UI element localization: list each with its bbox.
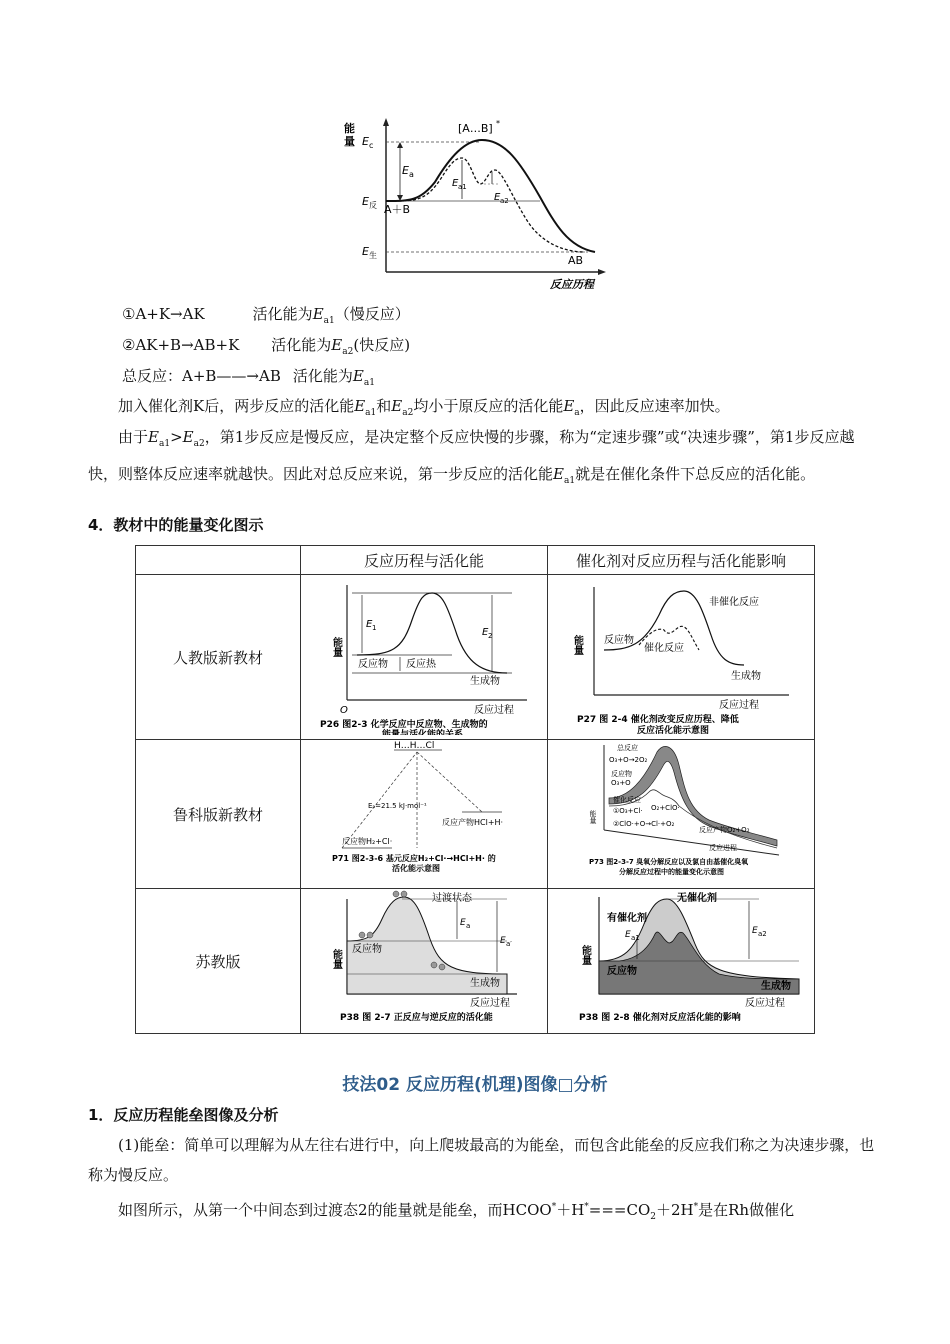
e-reactant-sub: 反 <box>369 201 377 210</box>
svg-text:能量: 能量 <box>579 945 591 965</box>
paragraph-example: 如图所示，从第一个中间态到过渡态2的能量就是能垒，而$HCOO^*+H^*===CO_2+2H^*$是在Rh做催化 <box>118 1201 795 1222</box>
svg-text:O₃+O→2O₂: O₃+O→2O₂ <box>609 756 648 764</box>
row-label-su: 苏教版 <box>136 889 301 1034</box>
svg-text:催化反应: 催化反应 <box>644 643 684 654</box>
figure-f <box>549 889 813 1029</box>
figure-b <box>549 575 813 735</box>
reactant-label: A＋B <box>384 203 411 216</box>
ec-sub: c <box>369 141 374 150</box>
ea1-sub: a1 <box>458 183 467 191</box>
svg-text:E: E <box>500 936 506 946</box>
fig-cell-e <box>301 889 548 1034</box>
svg-text:a1: a1 <box>631 934 640 942</box>
product-label: AB <box>568 254 584 267</box>
svg-text:O₃+O: O₃+O <box>611 779 631 787</box>
svg-text:Eₐ=21.5 kJ·mol⁻¹: Eₐ=21.5 kJ·mol⁻¹ <box>368 802 427 810</box>
svg-text:反应热: 反应热 <box>406 659 436 670</box>
comparison-table <box>135 545 815 1034</box>
svg-text:过渡状态: 过渡状态 <box>432 893 472 904</box>
svg-text:无催化剂: 无催化剂 <box>677 893 717 904</box>
svg-text:a′: a′ <box>506 940 512 948</box>
svg-text:P71 图2-3-6 基元反应H₂+Cl·→HCl+H·: P71 图2-3-6 基元反应H₂+Cl·→HCl+H· 的 <box>332 854 496 863</box>
svg-text:反应物: 反应物 <box>604 635 634 646</box>
svg-text:①O₃+Cl·: ①O₃+Cl· <box>613 807 643 815</box>
e-product-label: E <box>362 245 369 258</box>
svg-text:H…H…Cl: H…H…Cl <box>394 741 435 751</box>
x-axis-label: 反应历程 <box>550 278 594 291</box>
figure-a <box>302 575 546 735</box>
svg-text:生成物: 生成物 <box>470 978 500 989</box>
svg-text:②ClO·+O→Cl·+O₂: ②ClO·+O→Cl·+O₂ <box>613 820 675 828</box>
svg-text:反应物: 反应物 <box>358 659 388 670</box>
svg-text:生成物: 生成物 <box>761 981 791 992</box>
svg-text:反应产物O₂+O₂: 反应产物O₂+O₂ <box>699 826 750 834</box>
fig-cell-a <box>301 575 548 740</box>
e-product-sub: 生 <box>369 251 377 260</box>
paragraph-energy-barrier: (1)能垒：简单可以理解为从左往右进行中，向上爬坡最高的为能垒，而包含此能垒的反应我们称之为决速步骤，也称为慢反应。 <box>88 1136 875 1184</box>
svg-text:2: 2 <box>488 632 493 640</box>
ea-label: E <box>402 164 409 177</box>
svg-text:反应过程: 反应过程 <box>745 998 785 1009</box>
svg-text:a: a <box>466 922 471 930</box>
svg-text:1: 1 <box>372 624 377 632</box>
ea2-sub: a2 <box>500 197 509 205</box>
svg-text:反应物: 反应物 <box>611 770 632 778</box>
svg-text:反应物: 反应物 <box>352 944 382 955</box>
fig-cell-b <box>548 575 815 740</box>
svg-text:a2: a2 <box>758 930 767 938</box>
svg-text:E: E <box>482 627 489 638</box>
fig-cell-c <box>301 740 548 889</box>
fig-cell-d <box>548 740 815 889</box>
svg-text:能量: 能量 <box>571 635 583 655</box>
svg-text:P27 图 2-4 催化剂改变反应历程、降低: P27 图 2-4 催化剂改变反应历程、降低 <box>577 715 739 725</box>
ts-label: [A…B] <box>458 122 493 135</box>
step-1: ①A+K→AK 活化能为$E_{a1}$（慢反应） <box>122 305 410 326</box>
svg-text:生成物: 生成物 <box>470 676 500 687</box>
fig-cell-f <box>548 889 815 1034</box>
svg-text:反应物: 反应物 <box>607 966 637 977</box>
row-label-pep: 人教版新教材 <box>136 575 301 740</box>
heading-1: 1．反应历程能垒图像及分析 <box>88 1106 279 1124</box>
figure-d <box>549 740 813 884</box>
svg-text:E: E <box>460 918 466 928</box>
svg-text:活化能示意图: 活化能示意图 <box>392 864 440 873</box>
svg-text:E: E <box>625 930 631 940</box>
svg-text:非催化反应: 非催化反应 <box>709 597 759 608</box>
svg-text:O₂+ClO·: O₂+ClO· <box>651 804 680 812</box>
paragraph-catalyst: 加入催化剂K后，两步反应的活化能$E_{a1}$和$E_{a2}$均小于原反应的活化能$E_a$，因此反应速率加快。 <box>118 397 730 418</box>
ea2-label: E <box>494 192 501 203</box>
svg-text:反应产物HCl+H·: 反应产物HCl+H· <box>442 818 504 827</box>
svg-text:反应过程: 反应过程 <box>470 998 510 1009</box>
svg-text:P26 图2-3 化学反应中反应物、生成物的: P26 图2-3 化学反应中反应物、生成物的 <box>320 720 488 730</box>
svg-text:总反应: 总反应 <box>617 744 638 752</box>
section-title: 技法02 反应历程(机理)图像□分析 <box>342 1075 608 1095</box>
energy-profile-figure <box>340 112 610 292</box>
ec-label: E <box>362 135 369 148</box>
e-reactant-label: E <box>362 195 369 208</box>
svg-text:反应过程: 反应过程 <box>474 705 514 716</box>
svg-text:反应进程: 反应进程 <box>709 844 737 852</box>
step-2: ②AK+B→AB+K 活化能为$E_{a2}$(快反应) <box>122 336 411 357</box>
ts-star: * <box>496 119 500 128</box>
y-axis-label-2: 量 <box>344 135 355 148</box>
heading-4: 4．教材中的能量变化图示 <box>88 516 264 534</box>
total-reaction: 总反应：A+B——→AB 活化能为$E_{a1}$ <box>122 367 375 388</box>
ea-sub: a <box>409 170 414 179</box>
table-corner <box>136 546 301 575</box>
svg-text:生成物: 生成物 <box>731 671 761 682</box>
svg-text:P38 图 2-7 正反应与逆反应的活化能: P38 图 2-7 正反应与逆反应的活化能 <box>340 1013 493 1023</box>
figure-e <box>302 889 546 1029</box>
paragraph-rate-step: 由于$E_{a1}>E_{a2}$，第1步反应是慢反应，是决定整个反应快慢的步骤，称为“定速步骤”或“决速步骤”，第1步反应越快，则整体反应速率就越快。因此对总反应来说，第一步反应的活化能$E_{a1}$就是在催化条件下总反应的活化能。 <box>88 428 855 486</box>
ea1-label: E <box>452 178 459 189</box>
svg-text:反应活化能示意图: 反应活化能示意图 <box>637 726 710 735</box>
svg-text:能量与活化能的关系: 能量与活化能的关系 <box>382 730 464 735</box>
svg-text:能量: 能量 <box>330 637 342 657</box>
svg-text:有催化剂: 有催化剂 <box>607 913 647 924</box>
y-axis-label-1: 能 <box>344 122 355 135</box>
svg-text:P73 图2-3-7 臭氧分解反应以及氯自由基催化臭氧: P73 图2-3-7 臭氧分解反应以及氯自由基催化臭氧 <box>589 858 749 866</box>
svg-text:反应过程: 反应过程 <box>719 700 759 711</box>
figure-c <box>302 740 546 884</box>
row-label-lk: 鲁科版新教材 <box>136 740 301 889</box>
table-header-col2: 催化剂对反应历程与活化能影响 <box>548 546 815 575</box>
svg-text:能量: 能量 <box>589 810 597 824</box>
svg-text:反应物H₂+Cl·: 反应物H₂+Cl· <box>342 837 393 846</box>
svg-text:催化反应: 催化反应 <box>613 796 641 804</box>
svg-text:E: E <box>366 619 373 630</box>
svg-text:E: E <box>752 926 758 936</box>
svg-text:分解反应过程中的能量变化示意图: 分解反应过程中的能量变化示意图 <box>619 868 724 876</box>
table-header-col1: 反应历程与活化能 <box>301 546 548 575</box>
svg-text:能量: 能量 <box>330 949 342 969</box>
svg-text:P38 图 2-8 催化剂对反应活化能的影响: P38 图 2-8 催化剂对反应活化能的影响 <box>579 1013 741 1023</box>
svg-text:O: O <box>340 705 348 716</box>
